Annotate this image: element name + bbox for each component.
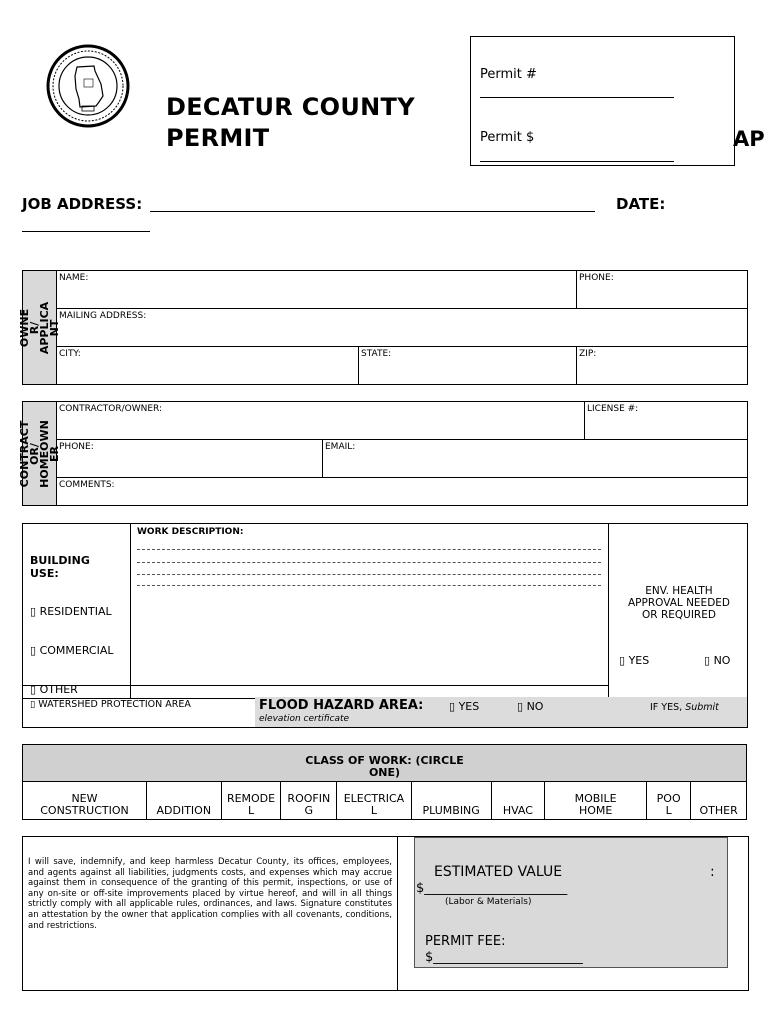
permit-number-label: Permit # [480, 67, 537, 82]
page-title [166, 92, 415, 154]
permit-amount-label: Permit $ [480, 130, 535, 145]
class-option[interactable]: PLUMBING [411, 782, 491, 820]
env-no-checkbox[interactable]: ▯ NO [704, 654, 731, 667]
owner-city-field[interactable]: CITY: [57, 347, 359, 385]
env-health-label: ENV. HEALTH APPROVAL NEEDED OR REQUIRED [627, 585, 731, 621]
work-description-label: WORK DESCRIPTION: [137, 527, 244, 537]
if-yes-note: IF YES, Submit [650, 702, 719, 713]
work-description-line-4[interactable] [137, 585, 601, 586]
estimated-value-colon: : [710, 864, 715, 880]
date-line[interactable] [22, 231, 150, 232]
work-description-line-1[interactable] [137, 549, 601, 550]
owner-state-field[interactable]: STATE: [359, 347, 577, 385]
contractor-side-label: CONTRACT OR/ HOMEOWN ER [23, 402, 57, 506]
class-option[interactable]: OTHER [691, 782, 747, 820]
env-yes-checkbox[interactable]: ▯ YES [619, 654, 650, 667]
cut-off-heading: AP [733, 127, 765, 151]
flood-hazard-label: FLOOD HAZARD AREA: [259, 698, 424, 713]
residential-checkbox[interactable]: ▯ RESIDENTIAL [30, 605, 112, 618]
class-option[interactable]: POO L [647, 782, 691, 820]
commercial-checkbox[interactable]: ▯ COMMERCIAL [30, 644, 114, 657]
owner-mailing-field[interactable]: MAILING ADDRESS: [57, 309, 748, 347]
class-option[interactable]: ROOFIN G [281, 782, 337, 820]
class-option[interactable]: NEW CONSTRUCTION [23, 782, 147, 820]
flood-row [22, 697, 748, 728]
watershed-checkbox[interactable]: ▯ WATERSHED PROTECTION AREA [30, 699, 191, 710]
building-use-label: BUILDING USE: [30, 554, 90, 580]
owner-phone-field[interactable]: PHONE: [577, 271, 748, 309]
contractor-license-field[interactable]: LICENSE #: [585, 402, 748, 440]
owner-side-label: OWNE R/ APPLICA NT [23, 271, 57, 385]
contractor-email-field[interactable]: EMAIL: [323, 440, 748, 478]
permit-number-line[interactable] [480, 97, 674, 98]
owner-name-field[interactable]: NAME: [57, 271, 577, 309]
labor-materials-note: (Labor & Materials) [445, 897, 532, 907]
indemnity-text: I will save, indemnify, and keep harmless Decatur County, its offices, employees, and agents against all liabilities, judgments costs, and expenses which may accrue against them in consequence of the granting of this permit, inspections, or use of any on-site or off-site improvements placed by virtue hereof, and will in all things strictly comply with all applicable rules, ordinances, and laws. Signature constitutes an attestation by the owner that application complies with all covenants, conditions, and restrictions. [28, 857, 392, 931]
contractor-comments-field[interactable]: COMMENTS: [57, 478, 748, 506]
estimated-value-box [414, 837, 728, 968]
title-line-1: DECATUR COUNTY [166, 93, 415, 121]
job-address-label: JOB ADDRESS: [22, 195, 143, 213]
title-line-2: PERMIT [166, 124, 270, 152]
estimated-value-line[interactable]: $______________________ [416, 881, 568, 896]
contractor-section [17, 401, 748, 506]
class-option[interactable]: ELECTRICA L [337, 782, 412, 820]
flood-no-checkbox[interactable]: ▯ NO [517, 700, 544, 713]
county-seal [46, 44, 130, 128]
work-description-line-2[interactable] [137, 562, 601, 563]
class-option[interactable]: HVAC [491, 782, 545, 820]
permit-number-box [470, 36, 735, 166]
class-option[interactable]: MOBILE HOME [545, 782, 647, 820]
permit-fee-line[interactable]: $_______________________ [425, 950, 583, 965]
flood-yes-checkbox[interactable]: ▯ YES [449, 700, 480, 713]
class-option[interactable]: REMODE L [221, 782, 281, 820]
flood-subtext: elevation certificate [259, 714, 350, 724]
class-of-work-title: CLASS OF WORK: (CIRCLE ONE) [23, 745, 747, 782]
work-section [22, 523, 748, 699]
contractor-phone-field[interactable]: PHONE: [57, 440, 323, 478]
date-label: DATE: [616, 195, 666, 213]
class-of-work-table [22, 744, 747, 820]
job-address-line[interactable] [150, 211, 595, 212]
other-checkbox[interactable]: ▯ OTHER [30, 683, 78, 696]
class-option[interactable]: ADDITION [146, 782, 221, 820]
contractor-name-field[interactable]: CONTRACTOR/OWNER: [57, 402, 585, 440]
permit-fee-label: PERMIT FEE: [425, 934, 506, 949]
owner-zip-field[interactable]: ZIP: [577, 347, 748, 385]
permit-amount-line[interactable] [480, 161, 674, 162]
owner-section [17, 270, 748, 385]
estimated-value-label: ESTIMATED VALUE [434, 864, 563, 880]
work-description-line-3[interactable] [137, 574, 601, 575]
